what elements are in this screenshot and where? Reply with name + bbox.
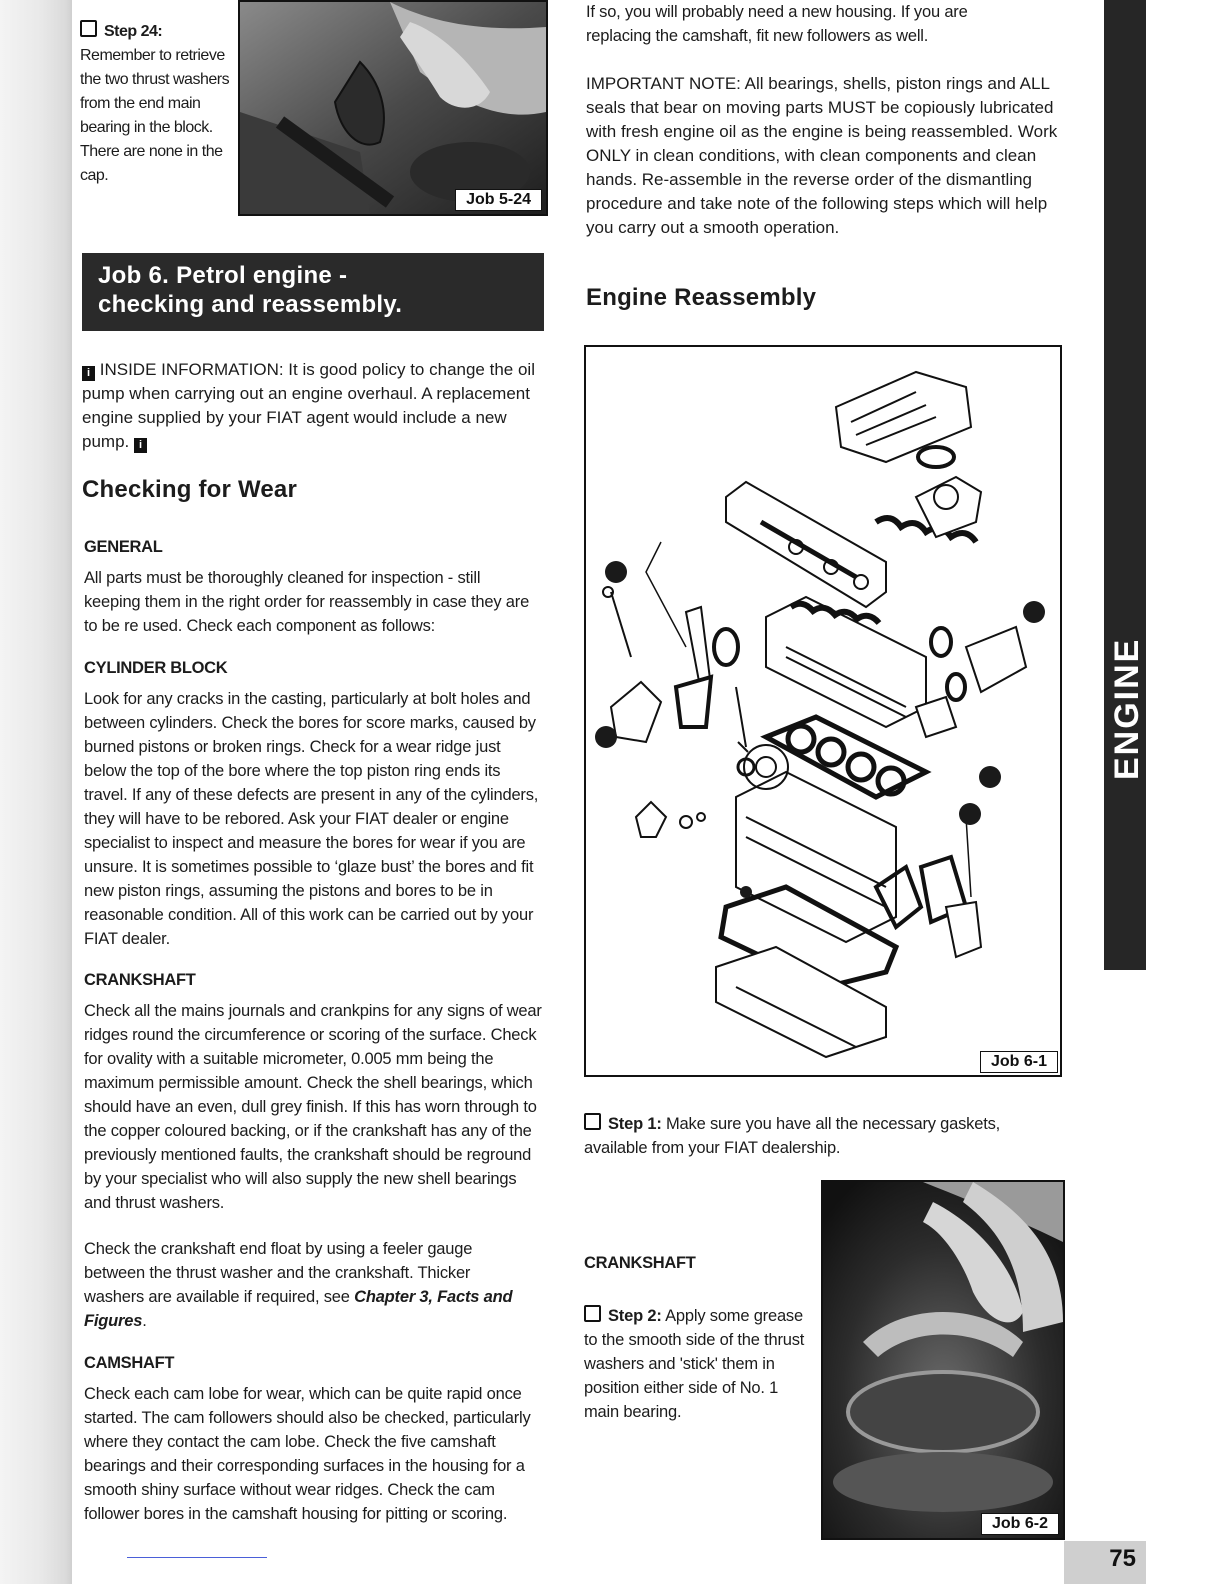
crankshaft-endfloat-text <box>84 1237 534 1333</box>
step1-label: Step 1: <box>608 1115 662 1133</box>
inside-information-text: INSIDE INFORMATION: It is good policy to change the oil pump when carrying out an engine overhaul. A replacement engine supplied by your FIAT agent would include a new pump. <box>82 360 535 451</box>
camshaft-title: CAMSHAFT <box>84 1354 175 1372</box>
cylinder-block-title: CYLINDER BLOCK <box>84 659 228 677</box>
camshaft-text: Check each cam lobe for wear, which can be quite rapid once started. The cam followers should also be checked, particularly where they contact the cam lobe. Check the five camshaft bearings and their corresponding surfaces in the housing for a smooth shiny surface without wear ridges. Check the cam follower bores in the camshaft housing for pitting or scoring. <box>84 1385 531 1523</box>
crankshaft-text: Check all the mains journals and crankpins for any signs of wear ridges round the circumference or scoring of the surface. Check for ovality with a suitable micrometer, 0.005 mm being the maximum permissible amount. Check the shell bearings, which should have an even, dull grey finish. If this has worn through to the copper coloured backing, or if the crankshaft has any of the previously mentioned faults, the crankshaft should be reground by your specialist who will also supply the new shell bearings and thrust washers. <box>84 1002 542 1212</box>
info-icon: i <box>82 366 95 381</box>
step1-text: Make sure you have all the necessary gaskets, available from your FIAT dealership. <box>584 1115 1001 1157</box>
checking-for-wear-heading: Checking for Wear <box>82 476 298 503</box>
step2-label: Step 2: <box>608 1307 662 1325</box>
step24-label: Step 24: <box>104 23 163 40</box>
general-text: All parts must be thoroughly cleaned for inspection - still keeping them in the right order for reassembly in case they are to be re used. Check each component as follows: <box>84 569 530 635</box>
crankshaft-right-title: CRANKSHAFT <box>584 1254 696 1272</box>
endfloat-text-after: . <box>142 1312 147 1330</box>
checkbox-icon <box>584 1305 601 1322</box>
general-title: GENERAL <box>84 538 163 556</box>
thrust-washer-install-photo <box>823 1182 1063 1538</box>
step2-block <box>584 1304 816 1424</box>
photo-label-job-6-2: Job 6-2 <box>981 1513 1059 1535</box>
step24-block <box>80 20 236 188</box>
diagram-label-job-6-1: Job 6-1 <box>980 1051 1058 1073</box>
banner-line-1: Job 6. Petrol engine - <box>98 262 348 289</box>
engine-exploded-view <box>586 347 1060 1075</box>
sidebar-text: ENGINE <box>1108 637 1146 780</box>
photo-job-6-2 <box>821 1180 1065 1540</box>
photo-label-job-5-24: Job 5-24 <box>455 189 542 211</box>
chapter-reference: Chapter 3, Facts and Figures <box>84 1288 513 1330</box>
exploded-engine-diagram <box>584 345 1062 1077</box>
page-number: 75 <box>1064 1541 1146 1584</box>
endfloat-text-before: Check the crankshaft end float by using a feeler gauge between the thrust washer and the crankshaft. Thicker washers are available if required, see <box>84 1240 473 1306</box>
chapter-sidebar <box>1104 0 1146 970</box>
checkbox-icon <box>80 20 97 37</box>
step1-block <box>584 1112 1054 1160</box>
banner-line-2: checking and reassembly. <box>98 291 403 318</box>
important-note: IMPORTANT NOTE: All bearings, shells, piston rings and ALL seals that bear on moving parts MUST be copiously lubricated with fresh engine oil as the engine is being reassembled. Work ONLY in clean conditions, with clean components and clean hands. Re-assemble in the reverse order of the dismantling procedure and take note of the following steps which will help you carry out a smooth operation. <box>586 74 1058 237</box>
photo-job-5-24 <box>238 0 548 216</box>
engine-reassembly-heading: Engine Reassembly <box>586 284 817 311</box>
crankshaft-title: CRANKSHAFT <box>84 971 196 989</box>
step2-text: Apply some grease to the smooth side of the thrust washers and 'stick' them in position either side of No. 1 main bearing. <box>584 1307 805 1421</box>
step24-text: Remember to retrieve the two thrust washers from the end main bearing in the block. There are none in the cap. <box>80 47 230 184</box>
footer-rule <box>127 1557 267 1558</box>
intro-text: If so, you will probably need a new housing. If you are replacing the camshaft, fit new followers as well. <box>586 3 968 45</box>
inside-information <box>82 358 544 454</box>
cylinder-block-text: Look for any cracks in the casting, particularly at bolt holes and between cylinders. Check the bores for score marks, caused by burned pistons or broken rings. Check for a wear ridge just below the top of the bore where the top piston ring ends its travel. If any of these defects are present in any of the cylinders, they will have to be rebored. Ask your FIAT dealer or engine specialist to inspect and measure the bores for wear if you are unsure. It is sometimes possible to ‘glaze bust’ the bores and fit new piston rings, assuming the pistons and bores to be in reasonable condition. All of this work can be carried out by your FIAT dealer. <box>84 690 539 948</box>
job-6-banner <box>82 253 544 331</box>
info-icon-end: i <box>134 438 147 453</box>
checkbox-icon <box>584 1113 601 1130</box>
page-gutter <box>0 0 72 1584</box>
thrust-washer-photo <box>240 2 546 214</box>
